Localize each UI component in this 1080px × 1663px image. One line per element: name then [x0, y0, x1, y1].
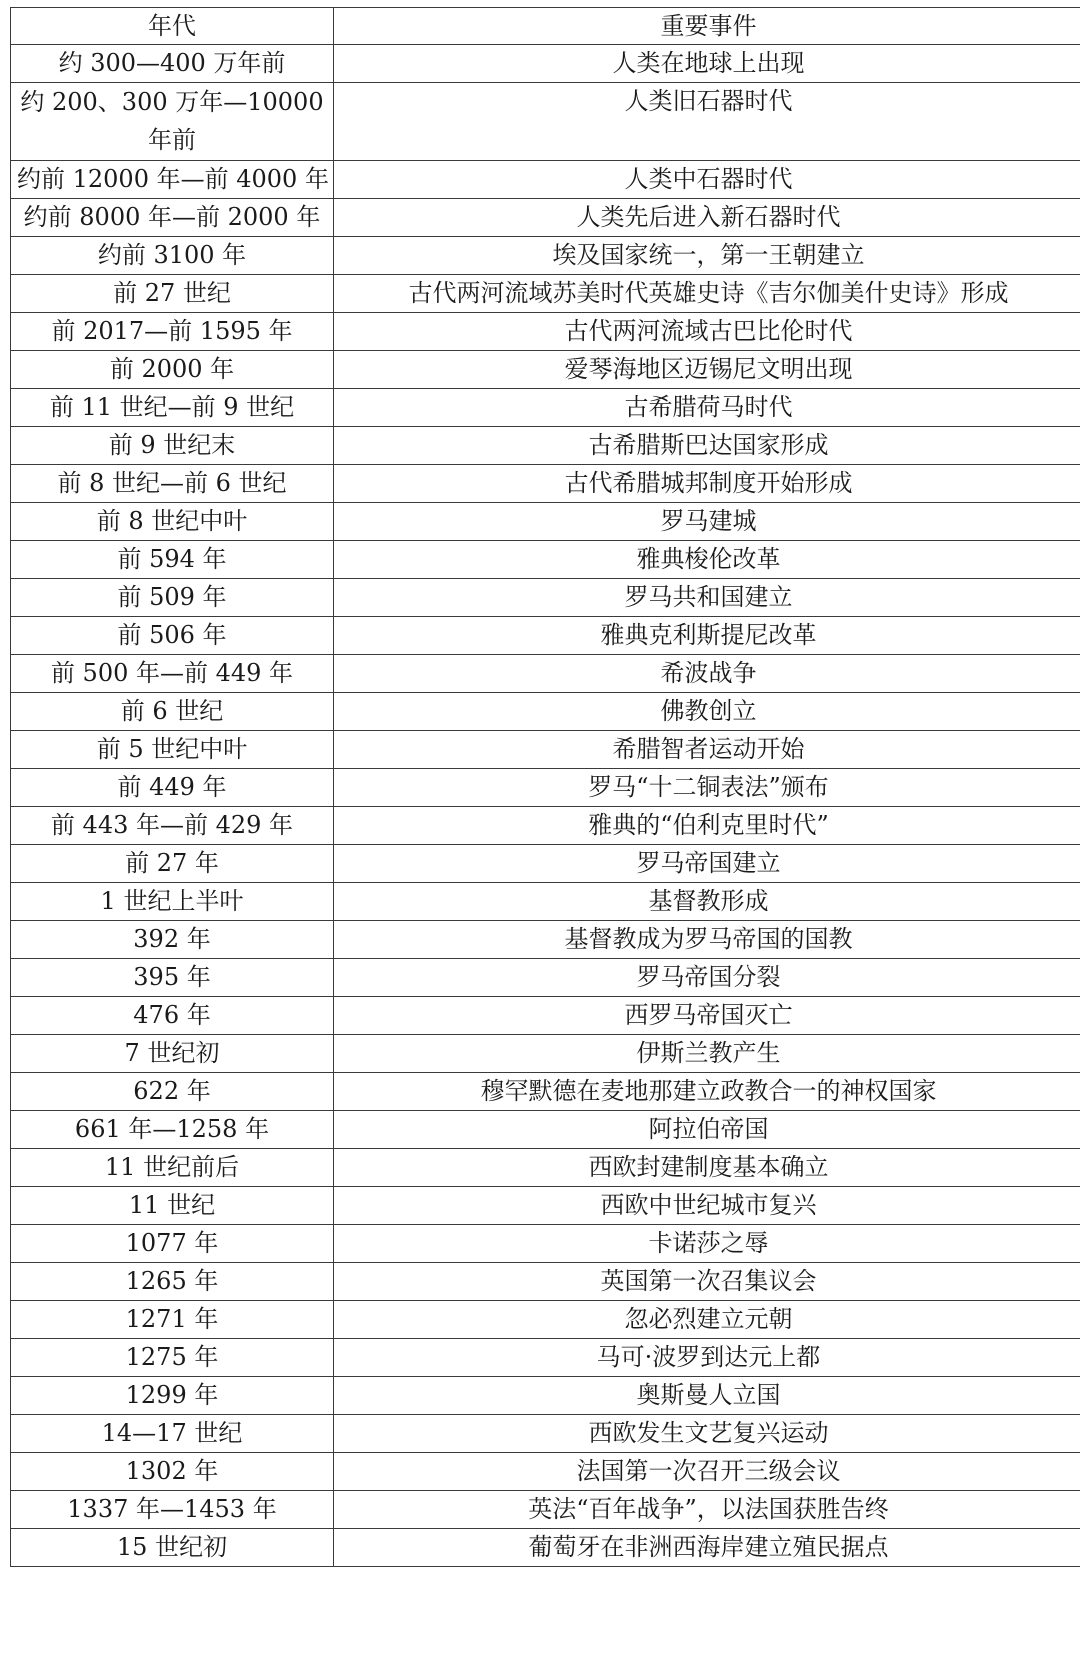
table-row: [11, 313, 1080, 351]
event-cell: 英国第一次召集议会: [334, 1263, 1080, 1301]
table-row: [11, 617, 1080, 655]
table-body: [11, 45, 1080, 1567]
event-cell: 雅典的“伯利克里时代”: [334, 807, 1080, 845]
table-row: [11, 237, 1080, 275]
event-cell: 罗马共和国建立: [334, 579, 1080, 617]
event-cell: 古代希腊城邦制度开始形成: [334, 465, 1080, 503]
period-cell: 前 506 年: [11, 617, 334, 655]
period-cell: 前 594 年: [11, 541, 334, 579]
table-row: [11, 1339, 1080, 1377]
table-row: [11, 693, 1080, 731]
event-cell: 希波战争: [334, 655, 1080, 693]
table-row: [11, 1111, 1080, 1149]
period-cell: 约前 8000 年—前 2000 年: [11, 199, 334, 237]
table-row: [11, 579, 1080, 617]
event-cell: 穆罕默德在麦地那建立政教合一的神权国家: [334, 1073, 1080, 1111]
event-cell: 雅典克利斯提尼改革: [334, 617, 1080, 655]
table-row: [11, 807, 1080, 845]
event-cell: 古希腊斯巴达国家形成: [334, 427, 1080, 465]
event-cell: 伊斯兰教产生: [334, 1035, 1080, 1073]
table-row: [11, 1187, 1080, 1225]
event-cell: 雅典梭伦改革: [334, 541, 1080, 579]
event-cell: 罗马“十二铜表法”颁布: [334, 769, 1080, 807]
table-row: [11, 1035, 1080, 1073]
table-row: [11, 1377, 1080, 1415]
period-cell: 前 5 世纪中叶: [11, 731, 334, 769]
period-cell: 前 2000 年: [11, 351, 334, 389]
period-cell: 11 世纪前后: [11, 1149, 334, 1187]
period-cell: 前 27 世纪: [11, 275, 334, 313]
period-cell: 约前 12000 年—前 4000 年: [11, 161, 334, 199]
event-cell: 人类在地球上出现: [334, 45, 1080, 83]
table-row: [11, 1301, 1080, 1339]
table-row: [11, 503, 1080, 541]
period-cell: 前 2017—前 1595 年: [11, 313, 334, 351]
event-cell: 西欧封建制度基本确立: [334, 1149, 1080, 1187]
period-cell: 15 世纪初: [11, 1529, 334, 1567]
period-cell: 11 世纪: [11, 1187, 334, 1225]
table-row: [11, 1073, 1080, 1111]
table-row: [11, 427, 1080, 465]
period-cell: 前 9 世纪末: [11, 427, 334, 465]
period-cell: 395 年: [11, 959, 334, 997]
period-cell: 约 300—400 万年前: [11, 45, 334, 83]
period-cell: 476 年: [11, 997, 334, 1035]
table-row: [11, 997, 1080, 1035]
event-cell: 阿拉伯帝国: [334, 1111, 1080, 1149]
event-cell: 卡诺莎之辱: [334, 1225, 1080, 1263]
table-row: [11, 769, 1080, 807]
table-row: [11, 1263, 1080, 1301]
table-row: [11, 275, 1080, 313]
period-cell: 前 11 世纪—前 9 世纪: [11, 389, 334, 427]
event-cell: 基督教形成: [334, 883, 1080, 921]
period-cell: 1 世纪上半叶: [11, 883, 334, 921]
period-cell: 1299 年: [11, 1377, 334, 1415]
period-cell: 622 年: [11, 1073, 334, 1111]
table-row: [11, 83, 1080, 161]
table-row: [11, 921, 1080, 959]
period-cell: 前 8 世纪中叶: [11, 503, 334, 541]
table-row: [11, 883, 1080, 921]
table-row: [11, 1529, 1080, 1567]
event-cell: 人类先后进入新石器时代: [334, 199, 1080, 237]
period-cell: 约 200、300 万年—10000 年前: [11, 83, 334, 161]
event-cell: 葡萄牙在非洲西海岸建立殖民据点: [334, 1529, 1080, 1567]
event-cell: 西欧中世纪城市复兴: [334, 1187, 1080, 1225]
table-row: [11, 731, 1080, 769]
period-column-header: 年代: [11, 8, 334, 45]
period-cell: 前 27 年: [11, 845, 334, 883]
table-row: [11, 161, 1080, 199]
event-cell: 奥斯曼人立国: [334, 1377, 1080, 1415]
table-row: [11, 199, 1080, 237]
period-cell: 7 世纪初: [11, 1035, 334, 1073]
table-row: [11, 389, 1080, 427]
event-cell: 忽必烈建立元朝: [334, 1301, 1080, 1339]
period-cell: 前 449 年: [11, 769, 334, 807]
table-row: [11, 1149, 1080, 1187]
event-cell: 爱琴海地区迈锡尼文明出现: [334, 351, 1080, 389]
period-cell: 前 8 世纪—前 6 世纪: [11, 465, 334, 503]
period-cell: 1275 年: [11, 1339, 334, 1377]
table-row: [11, 1225, 1080, 1263]
table-row: [11, 465, 1080, 503]
period-cell: 1337 年—1453 年: [11, 1491, 334, 1529]
event-cell: 古代两河流域古巴比伦时代: [334, 313, 1080, 351]
table-row: [11, 845, 1080, 883]
period-cell: 661 年—1258 年: [11, 1111, 334, 1149]
table-row: [11, 655, 1080, 693]
event-cell: 人类中石器时代: [334, 161, 1080, 199]
period-cell: 前 500 年—前 449 年: [11, 655, 334, 693]
event-cell: 埃及国家统一，第一王朝建立: [334, 237, 1080, 275]
period-cell: 1271 年: [11, 1301, 334, 1339]
period-cell: 1302 年: [11, 1453, 334, 1491]
event-column-header: 重要事件: [334, 8, 1080, 45]
period-cell: 14—17 世纪: [11, 1415, 334, 1453]
event-cell: 罗马帝国建立: [334, 845, 1080, 883]
event-cell: 古希腊荷马时代: [334, 389, 1080, 427]
table-row: [11, 959, 1080, 997]
event-cell: 罗马建城: [334, 503, 1080, 541]
table-row: [11, 541, 1080, 579]
period-cell: 前 6 世纪: [11, 693, 334, 731]
event-cell: 古代两河流域苏美时代英雄史诗《吉尔伽美什史诗》形成: [334, 275, 1080, 313]
period-cell: 1077 年: [11, 1225, 334, 1263]
table-header-row: [11, 8, 1080, 45]
table-row: [11, 1415, 1080, 1453]
event-cell: 西罗马帝国灭亡: [334, 997, 1080, 1035]
period-cell: 1265 年: [11, 1263, 334, 1301]
table-row: [11, 1453, 1080, 1491]
event-cell: 希腊智者运动开始: [334, 731, 1080, 769]
period-cell: 前 443 年—前 429 年: [11, 807, 334, 845]
history-timeline-table: [10, 7, 1080, 1567]
period-cell: 约前 3100 年: [11, 237, 334, 275]
event-cell: 英法“百年战争”，以法国获胜告终: [334, 1491, 1080, 1529]
event-cell: 基督教成为罗马帝国的国教: [334, 921, 1080, 959]
event-cell: 法国第一次召开三级会议: [334, 1453, 1080, 1491]
event-cell: 佛教创立: [334, 693, 1080, 731]
period-cell: 392 年: [11, 921, 334, 959]
table-row: [11, 1491, 1080, 1529]
event-cell: 马可·波罗到达元上都: [334, 1339, 1080, 1377]
table-row: [11, 351, 1080, 389]
event-cell: 西欧发生文艺复兴运动: [334, 1415, 1080, 1453]
event-cell: 人类旧石器时代: [334, 83, 1080, 161]
period-cell: 前 509 年: [11, 579, 334, 617]
table-row: [11, 45, 1080, 83]
event-cell: 罗马帝国分裂: [334, 959, 1080, 997]
